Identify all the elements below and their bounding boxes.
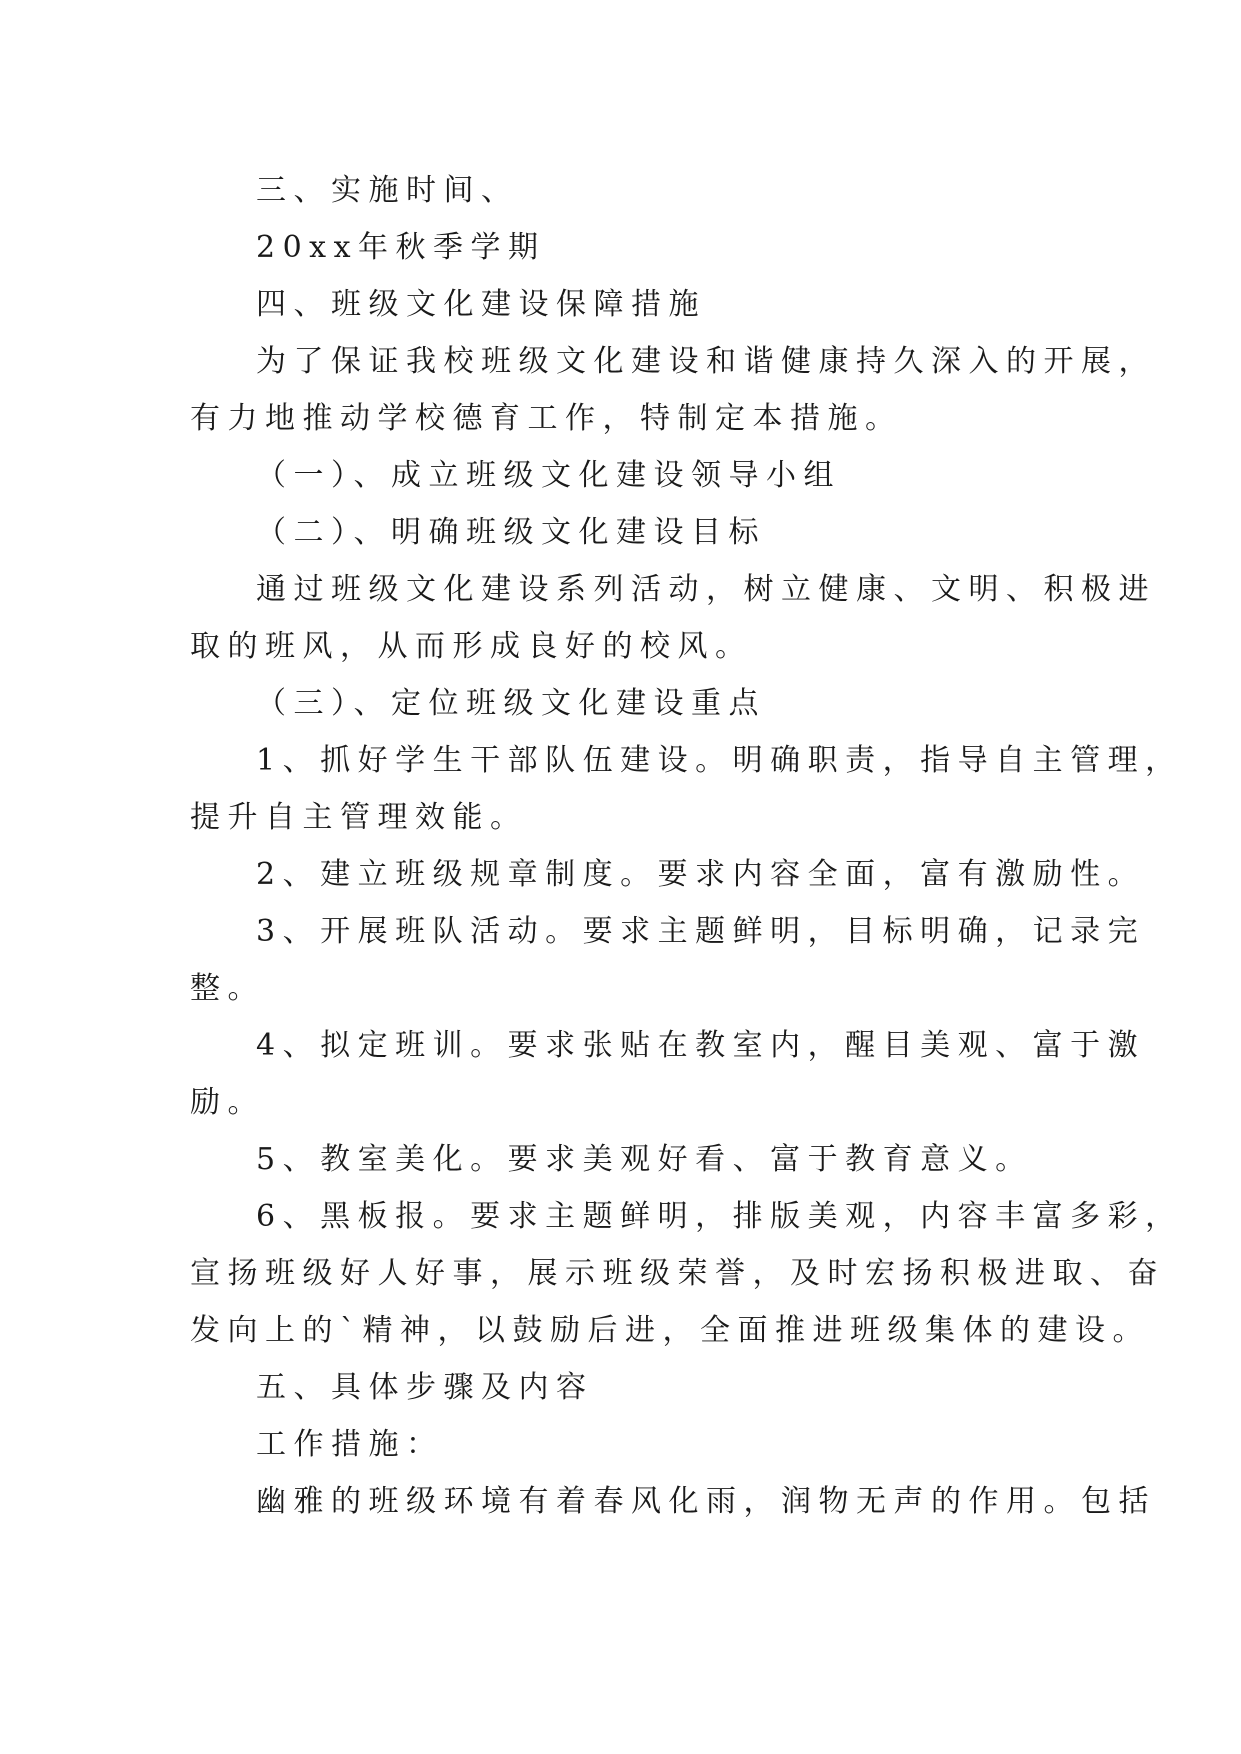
subheading-work-measures: 工作措施： xyxy=(256,1427,444,1462)
list-item-6: 6、黑板报。要求主题鲜明，排版美观，内容丰富多彩， xyxy=(256,1199,1183,1234)
list-item-1-continued: 提升自主管理效能。 xyxy=(190,800,528,835)
list-item-4: 4、拟定班训。要求张贴在教室内，醒目美观、富于激 xyxy=(256,1028,1146,1063)
section-heading-steps: 五、具体步骤及内容 xyxy=(256,1370,594,1405)
implementation-term: 20xx年秋季学期 xyxy=(256,230,546,265)
subheading-goals: （二）、明确班级文化建设目标 xyxy=(256,515,766,550)
list-item-1: 1、抓好学生干部队伍建设。明确职责，指导自主管理， xyxy=(256,743,1183,778)
list-item-4-continued: 励。 xyxy=(190,1085,265,1120)
list-item-6-continued: 宣扬班级好人好事，展示班级荣誉，及时宏扬积极进取、奋 xyxy=(190,1256,1165,1291)
list-item-3-continued: 整。 xyxy=(190,971,265,1006)
paragraph-line: 有力地推动学校德育工作，特制定本措施。 xyxy=(190,401,903,436)
list-item-5: 5、教室美化。要求美观好看、富于教育意义。 xyxy=(256,1142,1033,1177)
section-heading-implementation-time: 三、实施时间、 xyxy=(256,173,519,208)
paragraph-line: 为了保证我校班级文化建设和谐健康持久深入的开展， xyxy=(256,344,1156,379)
section-heading-safeguard-measures: 四、班级文化建设保障措施 xyxy=(256,287,706,322)
paragraph-line: 取的班风，从而形成良好的校风。 xyxy=(190,629,753,664)
list-item-6-continued: 发向上的`精神，以鼓励后进，全面推进班级集体的建设。 xyxy=(190,1313,1150,1348)
subheading-focus: （三）、定位班级文化建设重点 xyxy=(256,686,766,721)
paragraph-line: 幽雅的班级环境有着春风化雨，润物无声的作用。包括 xyxy=(256,1484,1156,1519)
list-item-2: 2、建立班级规章制度。要求内容全面，富有激励性。 xyxy=(256,857,1146,892)
document-body xyxy=(190,162,1183,1530)
paragraph-line: 通过班级文化建设系列活动，树立健康、文明、积极进 xyxy=(256,572,1156,607)
subheading-leadership-group: （一）、成立班级文化建设领导小组 xyxy=(256,458,841,493)
list-item-3: 3、开展班队活动。要求主题鲜明，目标明确，记录完 xyxy=(256,914,1146,949)
